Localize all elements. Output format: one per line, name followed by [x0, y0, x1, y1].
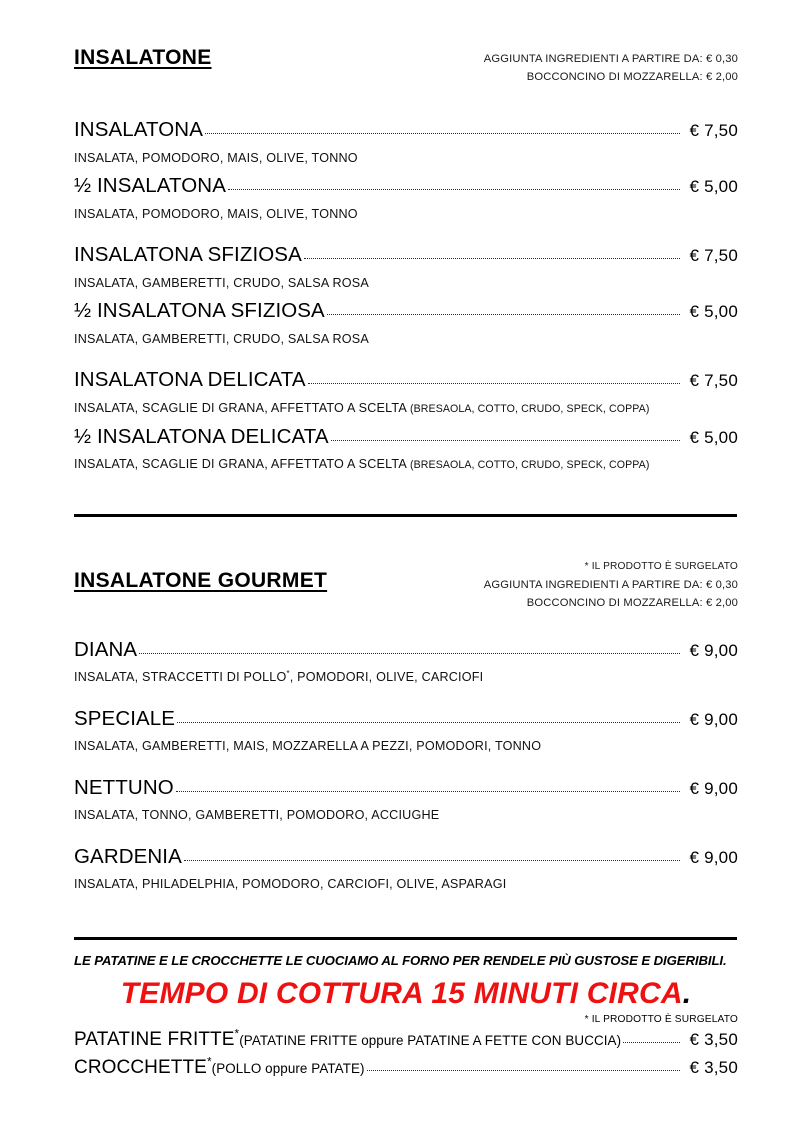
leader-dots	[205, 132, 680, 134]
menu-item-row	[74, 242, 738, 268]
item-description: INSALATA, GAMBERETTI, CRUDO, SALSA ROSA	[74, 331, 369, 346]
note-prodotto-surgelato: * IL PRODOTTO È SURGELATO	[584, 1013, 738, 1025]
menu-item-row	[74, 173, 738, 199]
section-title-gourmet: INSALATONE GOURMET	[74, 569, 328, 592]
item-description	[74, 400, 738, 417]
note-bocconcino: BOCCONCINO DI MOZZARELLA: € 2,00	[526, 596, 738, 609]
frozen-asterisk: *	[286, 669, 290, 679]
menu-content	[74, 0, 738, 1080]
item-description-sub: (BRESAOLA, COTTO, CRUDO, SPECK, COPPA)	[410, 459, 650, 472]
item-price: € 9,00	[689, 778, 738, 798]
item-description-main: INSALATA, SCAGLIE DI GRANA, AFFETTATO A SCELTA	[74, 457, 410, 472]
item-description-main: INSALATA, SCAGLIE DI GRANA, AFFETTATO A SCELTA	[74, 400, 410, 415]
section-notes-gourmet	[484, 555, 738, 612]
item-description-main: INSALATA, STRACCETTI DI POLLO	[74, 670, 287, 685]
item-name: INSALATONA	[74, 118, 203, 142]
menu-item-row	[74, 844, 738, 870]
menu-item-row	[74, 367, 738, 393]
section-header-insalatone	[74, 46, 738, 86]
note-prodotto-surgelato: * IL PRODOTTO È SURGELATO	[584, 561, 738, 572]
item-description: INSALATA, TONNO, GAMBERETTI, POMODORO, ACCIUGHE	[74, 808, 440, 823]
leader-dots	[327, 313, 680, 315]
section-header-gourmet	[74, 555, 738, 612]
item-price: € 9,00	[689, 709, 738, 729]
item-price: € 3,50	[689, 1058, 738, 1078]
menu-item-row	[74, 1028, 738, 1052]
item-name	[74, 1028, 621, 1052]
item-name: ½ INSALATONA DELICATA	[74, 424, 329, 448]
leader-dots	[177, 721, 680, 723]
item-name: ½ INSALATONA SFIZIOSA	[74, 299, 325, 323]
item-description: INSALATA, POMODORO, MAIS, OLIVE, TONNO	[74, 206, 358, 221]
leader-dots	[139, 652, 680, 654]
item-price: € 5,00	[689, 177, 738, 197]
item-name	[74, 1056, 365, 1080]
item-description-tail: , POMODORI, OLIVE, CARCIOFI	[289, 670, 484, 685]
item-description: INSALATA, GAMBERETTI, MAIS, MOZZARELLA A PEZZI, POMODORI, TONNO	[74, 739, 542, 754]
item-name: GARDENIA	[74, 844, 182, 868]
item-description	[74, 456, 738, 473]
item-price: € 7,50	[689, 121, 738, 141]
cook-time-period: .	[682, 976, 692, 1010]
oven-cooking-note: LE PATATINE E LE CROCCHETTE LE CUOCIAMO AL FORNO PER RENDELE PIÙ GUSTOSE E DIGERIBILI.	[74, 952, 727, 968]
note-bocconcino: BOCCONCINO DI MOZZARELLA: € 2,00	[526, 71, 738, 84]
item-price: € 5,00	[689, 302, 738, 322]
leader-dots	[304, 257, 680, 259]
item-name: INSALATONA SFIZIOSA	[74, 243, 302, 267]
item-name: DIANA	[74, 637, 138, 661]
item-description	[74, 669, 738, 685]
item-price: € 7,50	[689, 371, 738, 391]
leader-dots	[308, 382, 680, 384]
leader-dots	[623, 1041, 680, 1043]
item-name-paren: (PATATINE FRITTE oppure PATATINE A FETTE CON BUCCIA)	[239, 1032, 622, 1048]
item-name: NETTUNO	[74, 775, 174, 799]
item-description-sub: (BRESAOLA, COTTO, CRUDO, SPECK, COPPA)	[410, 402, 650, 415]
note-aggiunta-ingredienti: AGGIUNTA INGREDIENTI A PARTIRE DA: € 0,30	[483, 53, 738, 65]
frozen-asterisk: *	[234, 1027, 240, 1041]
item-name: INSALATONA DELICATA	[74, 368, 306, 392]
item-price: € 3,50	[689, 1029, 738, 1049]
menu-item-row	[74, 775, 738, 801]
menu-item-row	[74, 117, 738, 143]
leader-dots	[184, 859, 680, 861]
menu-item-row	[74, 706, 738, 732]
menu-item-row	[74, 1056, 738, 1080]
leader-dots	[228, 188, 680, 190]
menu-item-row	[74, 637, 738, 663]
item-price: € 9,00	[689, 847, 738, 867]
leader-dots	[176, 790, 680, 792]
item-name-paren: (POLLO oppure PATATE)	[211, 1061, 365, 1077]
item-description: INSALATA, PHILADELPHIA, POMODORO, CARCIOFI, OLIVE, ASPARAGI	[74, 877, 507, 892]
item-price: € 9,00	[689, 640, 738, 660]
item-name: ½ INSALATONA	[74, 174, 226, 198]
item-name-text: CROCCHETTE	[74, 1057, 207, 1079]
menu-item-row	[74, 424, 738, 450]
section-notes-insalatone	[484, 46, 738, 86]
menu-item-row	[74, 298, 738, 324]
item-name-text: PATATINE FRITTE	[74, 1028, 235, 1050]
cook-time-text: TEMPO DI COTTURA 15 MINUTI CIRCA	[120, 976, 683, 1010]
note-aggiunta-ingredienti: AGGIUNTA INGREDIENTI A PARTIRE DA: € 0,30	[483, 578, 738, 591]
item-price: € 5,00	[689, 427, 738, 447]
leader-dots	[367, 1069, 680, 1071]
section-title-insalatone: INSALATONE	[74, 46, 212, 69]
item-description: INSALATA, GAMBERETTI, CRUDO, SALSA ROSA	[74, 275, 369, 290]
item-description: INSALATA, POMODORO, MAIS, OLIVE, TONNO	[74, 150, 358, 165]
item-price: € 7,50	[689, 246, 738, 266]
item-name: SPECIALE	[74, 706, 176, 730]
frozen-asterisk: *	[206, 1056, 212, 1070]
leader-dots	[331, 439, 680, 441]
cook-time-banner	[74, 977, 738, 1011]
